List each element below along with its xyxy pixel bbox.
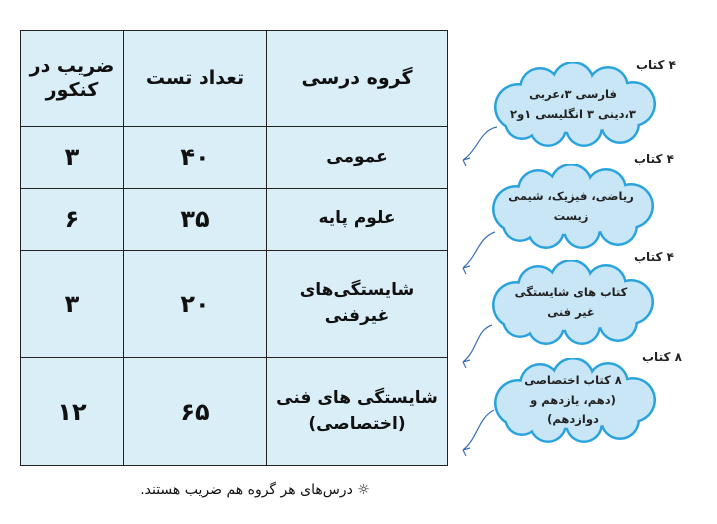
book-count-label: ۴ کتاب bbox=[636, 58, 676, 72]
count-cell: ۳۵ bbox=[124, 188, 267, 250]
group-cell: شایستگی‌های غیرفنی bbox=[267, 250, 448, 358]
note-text: ۸ کتاب اختصاصی (دهم، یازدهم و دوازدهم) bbox=[524, 373, 622, 427]
note-cloud bbox=[486, 260, 656, 345]
count-cell: ۶۵ bbox=[124, 358, 267, 466]
group-cell: شایستگی های فنی (اختصاصی) bbox=[267, 358, 448, 466]
book-count-label: ۴ کتاب bbox=[634, 152, 674, 166]
header-coef: ضریب در کنکور bbox=[21, 31, 124, 127]
count-cell: ۴۰ bbox=[124, 127, 267, 189]
count-cell: ۲۰ bbox=[124, 250, 267, 358]
book-count-label: ۸ کتاب bbox=[642, 350, 682, 364]
coef-cell: ۳ bbox=[21, 250, 124, 358]
note-text: کتاب های شایستگی غیر فنی bbox=[514, 284, 628, 319]
coef-cell: ۶ bbox=[21, 188, 124, 250]
coef-cell: ۳ bbox=[21, 127, 124, 189]
note-cloud bbox=[486, 164, 656, 249]
group-cell: عمومی bbox=[267, 127, 448, 189]
group-cell: علوم پایه bbox=[267, 188, 448, 250]
footer-note: ☼ درس‌های هر گروه هم ضریب هستند. bbox=[140, 482, 370, 498]
note-text: ریاضی، فیزیک، شیمی زیست bbox=[508, 188, 634, 223]
header-count: تعداد تست bbox=[124, 31, 267, 127]
note-text: فارسی ۳،عربی ۳،دینی ۳ انگلیسی ۱و۲ bbox=[510, 86, 636, 121]
note-cloud bbox=[488, 358, 658, 443]
note-cloud bbox=[488, 62, 658, 147]
book-count-label: ۴ کتاب bbox=[634, 250, 674, 264]
coef-cell: ۱۲ bbox=[21, 358, 124, 466]
header-group: گروه درسی bbox=[267, 31, 448, 127]
